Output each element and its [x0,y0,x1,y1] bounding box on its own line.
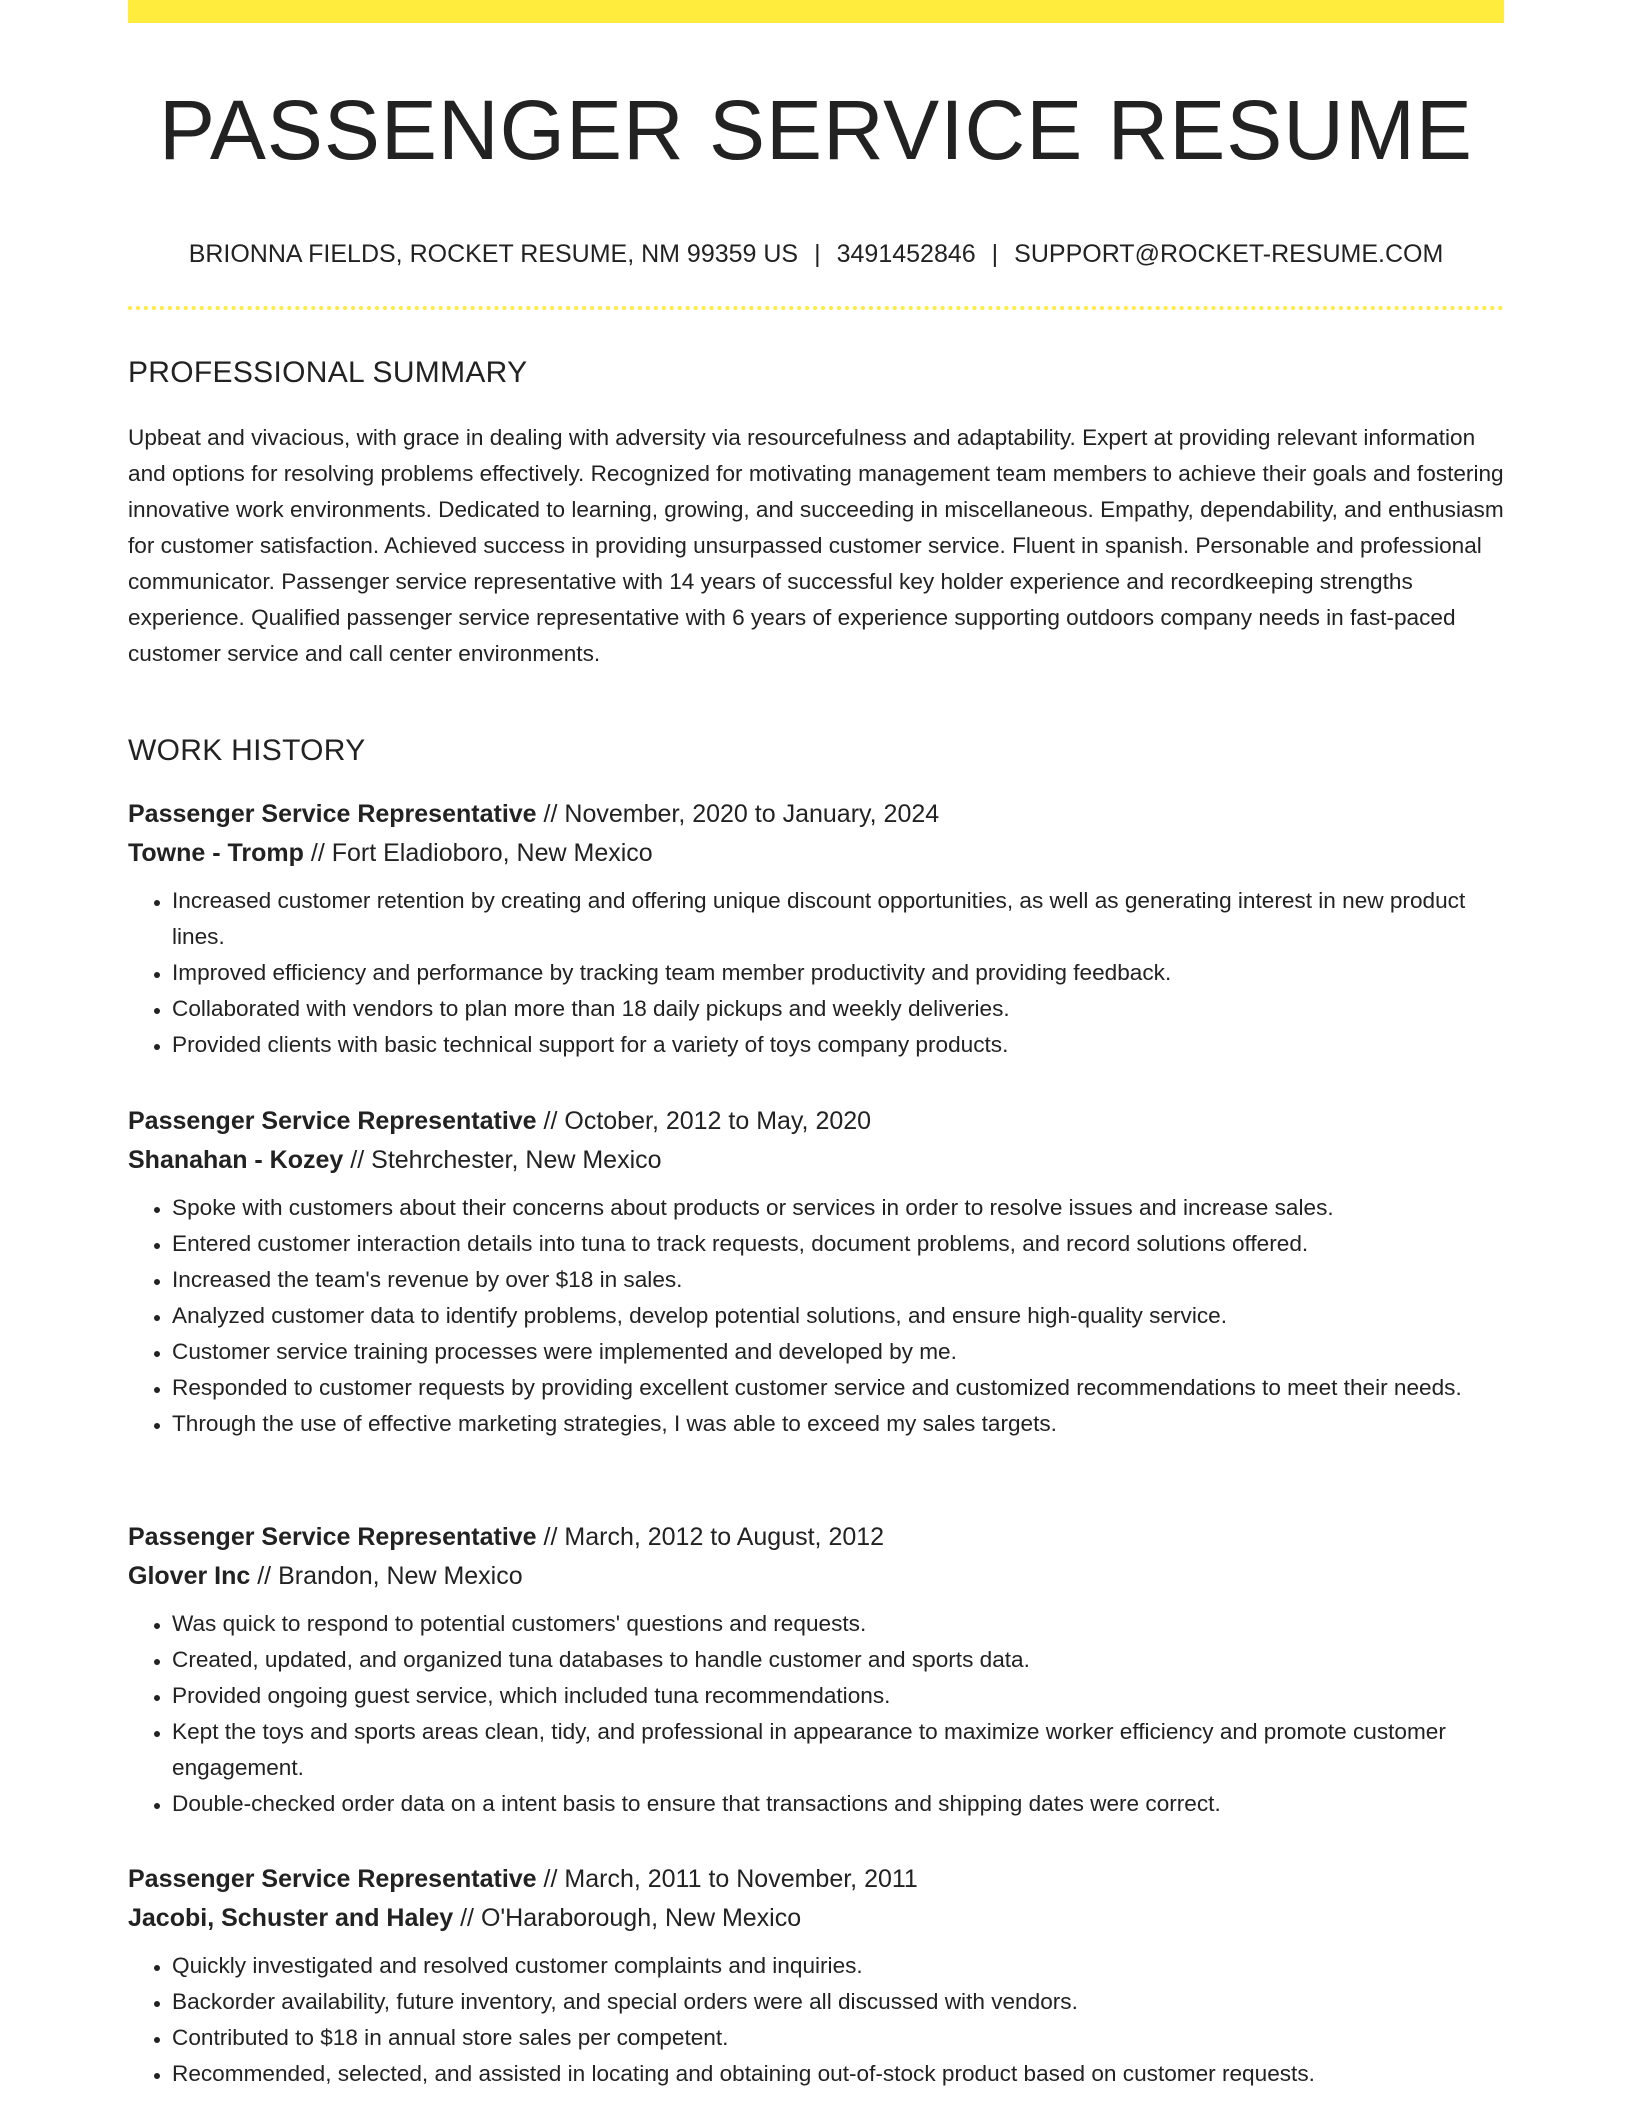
summary-heading: PROFESSIONAL SUMMARY [128,356,528,389]
job-title-line [128,1518,1504,1557]
contact-separator: | [814,240,821,268]
dotted-divider [128,306,1504,310]
job-bullet: • Was quick to respond to potential customers' questions and requests. [172,1606,1504,1642]
job-company: Shanahan - Kozey [128,1146,344,1174]
contact-address: BRIONNA FIELDS, ROCKET RESUME, NM 99359 US [188,240,799,268]
job-location: Stehrchester, New Mexico [371,1146,662,1174]
job-bullet: • Spoke with customers about their concerns about products or services in order to resolve issues and increase sales. [172,1190,1504,1226]
work-history-heading: WORK HISTORY [128,734,366,767]
job-bullet: • Improved efficiency and performance by tracking team member productivity and providing feedback. [172,955,1504,991]
job-entry [128,1860,1504,2092]
resume-title: PASSENGER SERVICE RESUME [159,83,1473,177]
job-title: Passenger Service Representative [128,1865,537,1893]
job-divider: // [543,1523,558,1551]
job-company: Glover Inc [128,1562,251,1590]
job-divider: // [543,1107,558,1135]
contact-line [128,238,1504,270]
summary-text: Upbeat and vivacious, with grace in dealing with adversity via resourcefulness and adaptability. Expert at providing relevant information and options for resolving problems effectively. Recognized for motivating management team members to achieve their goals and fostering innovative work environments. Dedicated to learning, growing, and succeeding in miscellaneous. Empathy, dependability, and enthusiasm for customer satisfaction. Achieved success in providing unsurpassed customer service. Fluent in spanish. Personable and professional communicator. Passenger service representative with 14 years of successful key holder experience and recordkeeping strengths experience. Qualified passenger service representative with 6 years of experience supporting outdoors company needs in fast-paced customer service and call center environments. [128,425,1504,666]
job-bullets [128,1948,1504,2092]
job-divider: // [543,1865,558,1893]
job-location: Fort Eladioboro, New Mexico [331,839,653,867]
job-dates: November, 2020 to January, 2024 [564,800,940,828]
job-location: Brandon, New Mexico [278,1562,523,1590]
job-divider: // [310,839,325,867]
job-entry [128,1518,1504,1822]
job-bullet: • Responded to customer requests by providing excellent customer service and customized recommendations to meet their needs. [172,1370,1504,1406]
job-bullet: • Recommended, selected, and assisted in locating and obtaining out-of-stock product based on customer requests. [172,2056,1504,2092]
job-title: Passenger Service Representative [128,1107,537,1135]
job-bullet: • Quickly investigated and resolved customer complaints and inquiries. [172,1948,1504,1984]
job-bullet: • Through the use of effective marketing strategies, I was able to exceed my sales targets. [172,1406,1504,1442]
job-dates: March, 2011 to November, 2011 [564,1865,918,1893]
job-divider: // [460,1904,474,1932]
job-company-line [128,1899,1504,1938]
job-title-line [128,1102,1504,1141]
job-title: Passenger Service Representative [128,1523,537,1551]
job-title-line [128,1860,1504,1899]
job-entry [128,1102,1504,1442]
job-dates: October, 2012 to May, 2020 [564,1107,872,1135]
job-bullets [128,1606,1504,1822]
job-bullet: • Entered customer interaction details into tuna to track requests, document problems, and record solutions offered. [172,1226,1504,1262]
job-bullet: • Contributed to $18 in annual store sales per competent. [172,2020,1504,2056]
job-divider: // [543,800,558,828]
job-dates: March, 2012 to August, 2012 [564,1523,885,1551]
accent-top-bar [128,0,1504,23]
job-company-line [128,1557,1504,1596]
job-bullet: • Customer service training processes were implemented and developed by me. [172,1334,1504,1370]
job-bullet: • Collaborated with vendors to plan more than 18 daily pickups and weekly deliveries. [172,991,1504,1027]
contact-separator: | [991,240,999,268]
job-bullet: • Analyzed customer data to identify problems, develop potential solutions, and ensure high-quality service. [172,1298,1504,1334]
job-title-line [128,795,1504,834]
contact-phone: 3491452846 [836,240,976,268]
job-bullet: • Increased the team's revenue by over $18 in sales. [172,1262,1504,1298]
job-divider: // [257,1562,272,1590]
job-bullet: • Provided ongoing guest service, which included tuna recommendations. [172,1678,1504,1714]
job-bullet: • Increased customer retention by creating and offering unique discount opportunities, as well as generating interest in new product lines. [172,883,1504,955]
job-bullet: • Provided clients with basic technical support for a variety of toys company products. [172,1027,1504,1063]
job-location: O'Haraborough, New Mexico [480,1904,802,1932]
job-company-line [128,834,1504,873]
job-company: Towne - Tromp [128,839,304,867]
job-bullets [128,883,1504,1063]
job-bullet: • Created, updated, and organized tuna databases to handle customer and sports data. [172,1642,1504,1678]
job-company: Jacobi, Schuster and Haley [128,1904,454,1932]
job-bullet: • Backorder availability, future inventory, and special orders were all discussed with vendors. [172,1984,1504,2020]
job-divider: // [350,1146,365,1174]
contact-email: SUPPORT@ROCKET-RESUME.COM [1014,240,1444,268]
job-bullets [128,1190,1504,1442]
job-bullet: • Double-checked order data on a intent basis to ensure that transactions and shipping dates were correct. [172,1786,1504,1822]
job-bullet: • Kept the toys and sports areas clean, tidy, and professional in appearance to maximize worker efficiency and promote customer engagement. [172,1714,1504,1786]
job-title: Passenger Service Representative [128,800,537,828]
job-entry [128,795,1504,1063]
job-company-line [128,1141,1504,1180]
